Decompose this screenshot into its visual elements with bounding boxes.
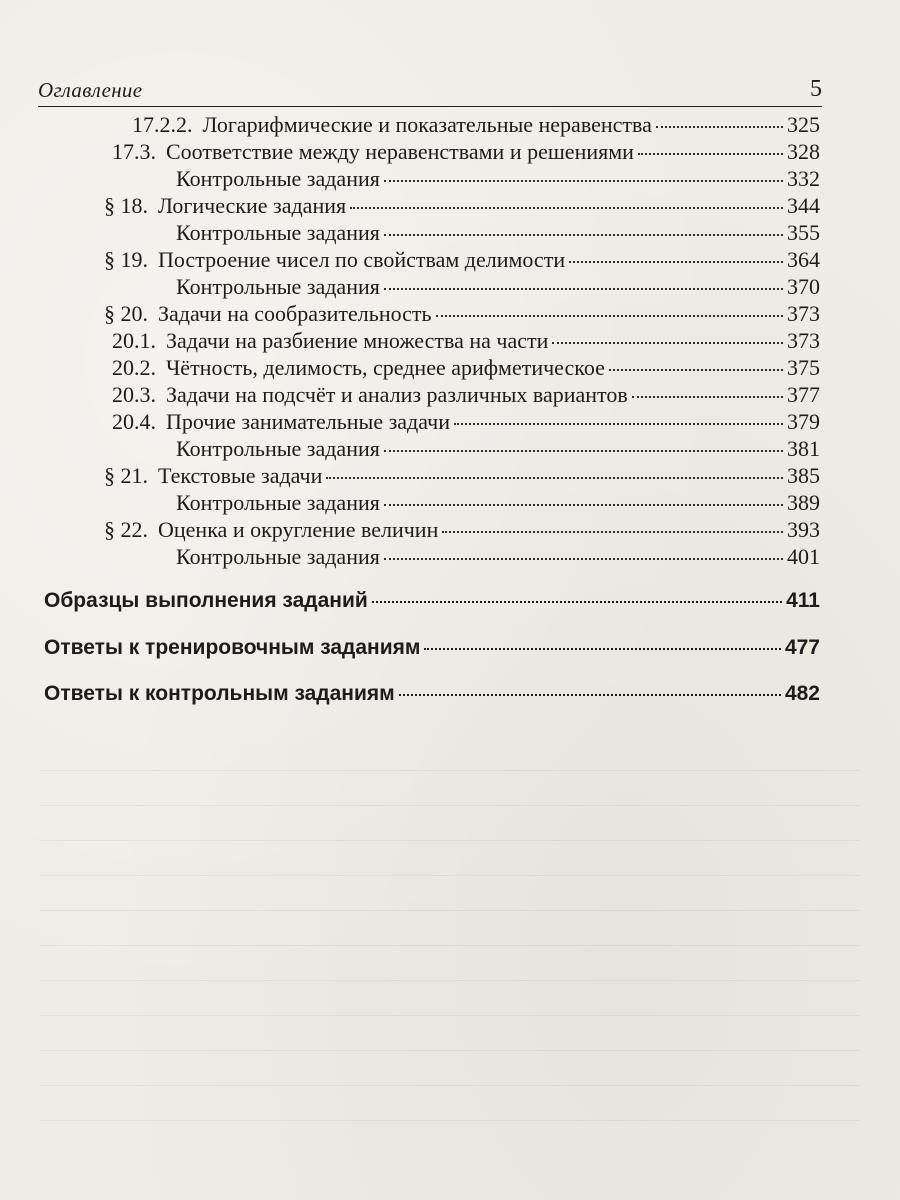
toc-entry (176, 544, 820, 574)
dot-leader (436, 315, 783, 317)
toc-entry-title: Контрольные задания (176, 274, 380, 299)
toc-entry-page: 401 (787, 544, 820, 569)
toc-entry-title: Контрольные задания (176, 544, 380, 569)
dot-leader (424, 648, 781, 650)
toc-entry-number: 17.2.2. (132, 112, 193, 137)
toc-entry (104, 463, 820, 493)
toc-entry (176, 166, 820, 196)
toc-section-page: 482 (784, 682, 820, 705)
dot-leader (609, 369, 783, 371)
show-through-line (40, 770, 860, 771)
toc-entry-title: Логарифмические и показательные неравенства (202, 112, 652, 137)
dot-leader (384, 234, 783, 236)
toc-entry (176, 436, 820, 466)
toc-entry-page: 373 (787, 301, 820, 326)
toc-entry-number: § 18. (104, 193, 148, 218)
toc-entry-number: 20.4. (112, 409, 156, 434)
show-through-line (40, 910, 860, 911)
toc-entry-number: 20.3. (112, 382, 156, 407)
toc-entry-page: 381 (787, 436, 820, 461)
dot-leader (384, 504, 783, 506)
toc-entry-title: Контрольные задания (176, 220, 380, 245)
toc-entry-title: Оценка и округление величин (158, 517, 439, 542)
toc-entry (104, 193, 820, 223)
dot-leader (399, 694, 781, 696)
dot-leader (442, 531, 783, 533)
toc-entry-page: 389 (787, 490, 820, 515)
toc-entry-title: Контрольные задания (176, 490, 380, 515)
header-page-number: 5 (810, 76, 822, 102)
toc-entry-title: Задачи на разбиение множества на части (166, 328, 549, 353)
dot-leader (384, 180, 783, 182)
show-through-line (40, 945, 860, 946)
toc-entry-title: Задачи на подсчёт и анализ различных вариантов (166, 382, 628, 407)
toc-entry-number: § 19. (104, 247, 148, 272)
toc-entry-title: Текстовые задачи (158, 463, 323, 488)
toc-section-title: Ответы к тренировочным заданиям (44, 636, 421, 659)
toc-entry (176, 274, 820, 304)
toc-entry-page: 355 (787, 220, 820, 245)
toc-entry-page: 328 (787, 139, 820, 164)
dot-leader (384, 288, 783, 290)
dot-leader (638, 153, 783, 155)
show-through-line (40, 1120, 860, 1121)
show-through-line (40, 1050, 860, 1051)
toc-entry-number: § 20. (104, 301, 148, 326)
toc-entry-page: 385 (787, 463, 820, 488)
toc-entry (112, 139, 820, 169)
dot-leader (552, 342, 783, 344)
running-header (38, 72, 822, 107)
dot-leader (569, 261, 783, 263)
toc-entry-title: Контрольные задания (176, 436, 380, 461)
toc-entry (112, 355, 820, 385)
toc-entry-page: 332 (787, 166, 820, 191)
dot-leader (454, 423, 783, 425)
toc-entry-page: 344 (787, 193, 820, 218)
toc-entry-title: Логические задания (158, 193, 347, 218)
toc-entry (176, 490, 820, 520)
dot-leader (384, 558, 783, 560)
toc-entry-page: 379 (787, 409, 820, 434)
toc-entry-number: 17.3. (112, 139, 156, 164)
toc-entry-page: 370 (787, 274, 820, 299)
dot-leader (656, 126, 783, 128)
toc-entry-number: 20.1. (112, 328, 156, 353)
show-through-line (40, 980, 860, 981)
toc-entry (132, 112, 820, 142)
toc-entry-title: Задачи на сообразительность (158, 301, 432, 326)
toc-entry-title: Прочие занимательные задачи (166, 409, 450, 434)
show-through-line (40, 1085, 860, 1086)
toc-section-title: Образцы выполнения заданий (44, 589, 368, 612)
toc-entry-number: 20.2. (112, 355, 156, 380)
toc-entry-page: 325 (787, 112, 820, 137)
toc-entry (112, 382, 820, 412)
dot-leader (632, 396, 783, 398)
toc-entry-title: Чётность, делимость, среднее арифметическое (166, 355, 605, 380)
toc-section (44, 589, 820, 619)
toc-entry (176, 220, 820, 250)
toc-entry (112, 328, 820, 358)
toc-section (44, 682, 820, 712)
toc-entry-title: Построение чисел по свойствам делимости (158, 247, 566, 272)
dot-leader (350, 207, 783, 209)
toc-entry (104, 247, 820, 277)
toc-entry-page: 364 (787, 247, 820, 272)
toc-entry-number: § 22. (104, 517, 148, 542)
toc-entry-page: 373 (787, 328, 820, 353)
dot-leader (384, 450, 783, 452)
toc-section-title: Ответы к контрольным заданиям (44, 682, 395, 705)
toc-entry-page: 375 (787, 355, 820, 380)
toc-entry-number: § 21. (104, 463, 148, 488)
dot-leader (372, 601, 782, 603)
toc-entry-title: Контрольные задания (176, 166, 380, 191)
toc-entry (104, 301, 820, 331)
toc-section-page: 477 (784, 636, 820, 659)
toc-section-page: 411 (786, 589, 820, 612)
toc-entry (112, 409, 820, 439)
show-through-line (40, 1015, 860, 1016)
show-through-line (40, 805, 860, 806)
toc-entry-page: 393 (787, 517, 820, 542)
toc-entry (104, 517, 820, 547)
toc-section (44, 636, 820, 666)
show-through-line (40, 875, 860, 876)
dot-leader (326, 477, 783, 479)
toc-entry-page: 377 (787, 382, 820, 407)
header-title: Оглавление (38, 78, 143, 102)
toc-entry-title: Соответствие между неравенствами и решениями (166, 139, 634, 164)
show-through-line (40, 840, 860, 841)
